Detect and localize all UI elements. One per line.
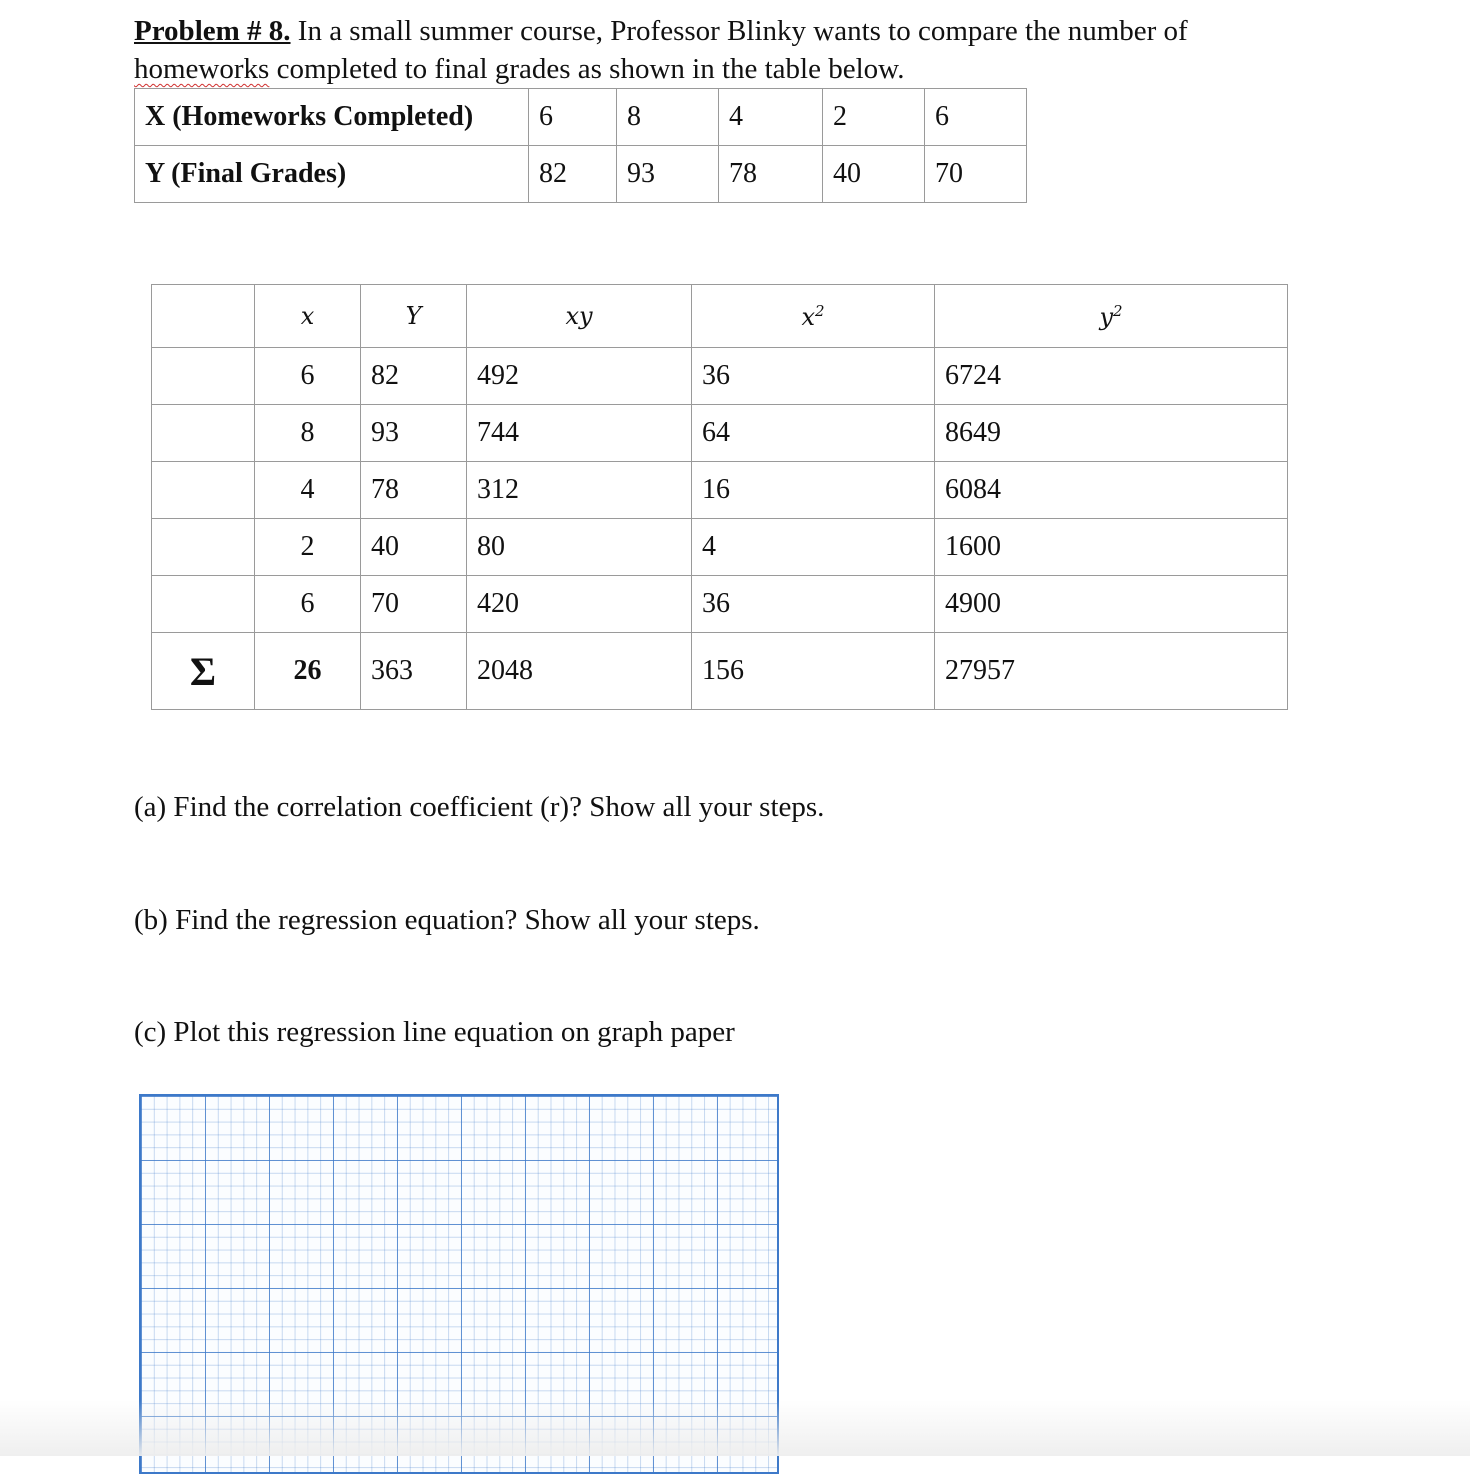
header-x2-base: x (801, 302, 815, 331)
y-row (135, 146, 1027, 203)
calc-header-row (152, 285, 1288, 348)
y-value: 93 (617, 146, 719, 203)
cell-y2: 6084 (935, 462, 1288, 519)
cell-y: 40 (361, 519, 467, 576)
x-value: 6 (529, 89, 617, 146)
y-value: 40 (823, 146, 925, 203)
row-label-cell (152, 462, 255, 519)
row-label-cell (152, 576, 255, 633)
cell-x: 2 (255, 519, 361, 576)
x-value: 2 (823, 89, 925, 146)
cell-y: 78 (361, 462, 467, 519)
cell-x2: 4 (692, 519, 935, 576)
header-y2-base: y (1099, 302, 1113, 331)
cell-y2: 1600 (935, 519, 1288, 576)
sum-x2: 156 (692, 633, 935, 710)
problem-label: Problem # 8. (134, 15, 291, 47)
row-label-cell (152, 348, 255, 405)
calculation-table (151, 284, 1288, 710)
header-x: x (255, 285, 361, 348)
table-row (152, 348, 1288, 405)
sigma-symbol: Σ (152, 633, 255, 710)
empty-header-cell (152, 285, 255, 348)
sum-row (152, 633, 1288, 710)
question-a: (a) Find the correlation coefficient (r)? Show all your steps. (134, 791, 825, 823)
problem-statement (134, 12, 1254, 88)
question-b: (b) Find the regression equation? Show all your steps. (134, 904, 760, 936)
x-value: 4 (719, 89, 823, 146)
row-label-cell (152, 519, 255, 576)
cell-xy: 312 (467, 462, 692, 519)
question-c: (c) Plot this regression line equation on graph paper (134, 1016, 735, 1048)
sum-y2: 27957 (935, 633, 1288, 710)
sum-x: 26 (255, 633, 361, 710)
header-y2-exponent: 2 (1113, 301, 1123, 320)
cell-y2: 4900 (935, 576, 1288, 633)
data-table (134, 88, 1027, 203)
cell-y2: 6724 (935, 348, 1288, 405)
y-value: 78 (719, 146, 823, 203)
table-row (152, 462, 1288, 519)
x-row (135, 89, 1027, 146)
cell-xy: 744 (467, 405, 692, 462)
header-x-squared (692, 285, 935, 348)
cell-xy: 80 (467, 519, 692, 576)
misspelled-word: homeworks (134, 53, 270, 85)
cell-x2: 64 (692, 405, 935, 462)
cell-y2: 8649 (935, 405, 1288, 462)
x-value: 6 (925, 89, 1027, 146)
problem-text-after: completed to final grades as shown in the table below. (269, 53, 905, 85)
cell-xy: 420 (467, 576, 692, 633)
header-x2-exponent: 2 (815, 301, 825, 320)
cell-x: 6 (255, 576, 361, 633)
cell-y: 82 (361, 348, 467, 405)
x-row-label: X (Homeworks Completed) (135, 89, 529, 146)
cell-y: 93 (361, 405, 467, 462)
header-y: Y (361, 285, 467, 348)
cell-x: 6 (255, 348, 361, 405)
cell-y: 70 (361, 576, 467, 633)
row-label-cell (152, 405, 255, 462)
x-value: 8 (617, 89, 719, 146)
header-xy: xy (467, 285, 692, 348)
sum-y: 363 (361, 633, 467, 710)
table-row (152, 519, 1288, 576)
y-value: 70 (925, 146, 1027, 203)
table-row (152, 405, 1288, 462)
problem-text-before: In a small summer course, Professor Blinky wants to compare the number of (290, 15, 1188, 47)
cell-x2: 36 (692, 348, 935, 405)
header-y-squared (935, 285, 1288, 348)
cell-x: 4 (255, 462, 361, 519)
y-value: 82 (529, 146, 617, 203)
table-row (152, 576, 1288, 633)
cell-x2: 36 (692, 576, 935, 633)
cell-x: 8 (255, 405, 361, 462)
cell-x2: 16 (692, 462, 935, 519)
cell-xy: 492 (467, 348, 692, 405)
sum-xy: 2048 (467, 633, 692, 710)
y-row-label: Y (Final Grades) (135, 146, 529, 203)
bottom-fade (0, 1400, 1470, 1456)
